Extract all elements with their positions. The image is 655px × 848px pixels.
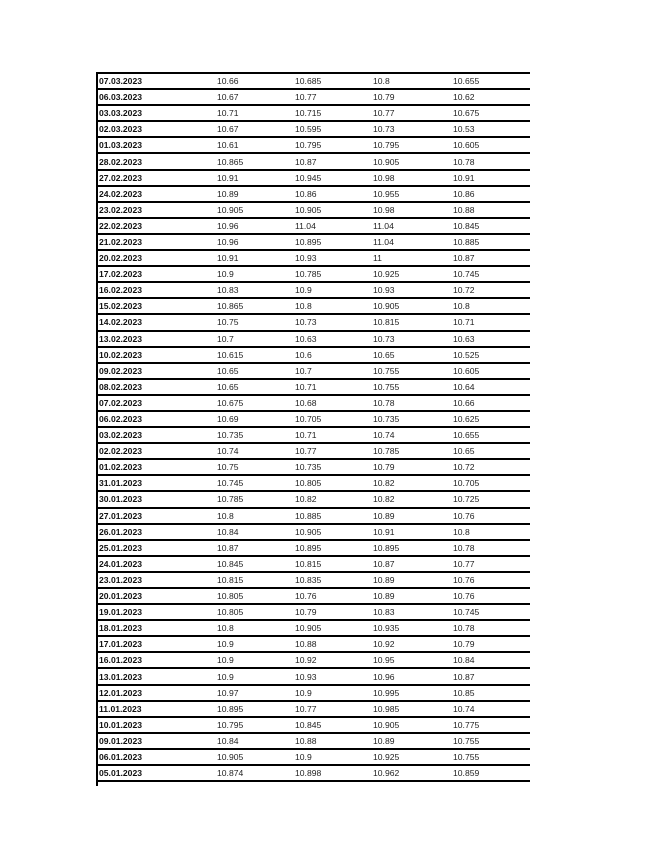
- table-row: [98, 171, 530, 187]
- value-cell-2: 10.77: [295, 446, 317, 457]
- table-row: [98, 299, 530, 315]
- value-cell-4: 10.8: [453, 301, 470, 312]
- date-cell: 16.02.2023: [99, 285, 143, 296]
- table-row: [98, 460, 530, 476]
- date-cell: 19.01.2023: [99, 607, 143, 618]
- value-cell-2: 10.898: [295, 768, 322, 779]
- value-cell-1: 10.675: [217, 397, 244, 408]
- price-table: [96, 72, 530, 782]
- table-row: [98, 219, 530, 235]
- value-cell-4: 10.78: [453, 156, 475, 167]
- date-cell: 07.03.2023: [99, 76, 143, 87]
- date-cell: 03.02.2023: [99, 430, 143, 441]
- table-row: [98, 90, 530, 106]
- table-row: [98, 476, 530, 492]
- date-cell: 30.01.2023: [99, 494, 143, 505]
- value-cell-4: 10.859: [453, 768, 480, 779]
- table-row: [98, 138, 530, 154]
- date-cell: 13.01.2023: [99, 671, 143, 682]
- date-cell: 01.03.2023: [99, 140, 143, 151]
- value-cell-2: 10.86: [295, 188, 317, 199]
- table-row: [98, 187, 530, 203]
- date-cell: 13.02.2023: [99, 333, 143, 344]
- value-cell-2: 10.68: [295, 397, 317, 408]
- value-cell-4: 10.525: [453, 349, 480, 360]
- date-cell: 07.02.2023: [99, 397, 143, 408]
- value-cell-3: 10.89: [373, 574, 395, 585]
- value-cell-2: 10.9: [295, 285, 312, 296]
- date-cell: 31.01.2023: [99, 478, 143, 489]
- value-cell-4: 10.87: [453, 253, 475, 264]
- value-cell-3: 10.815: [373, 317, 400, 328]
- date-cell: 16.01.2023: [99, 655, 143, 666]
- value-cell-2: 10.77: [295, 92, 317, 103]
- value-cell-3: 10.962: [373, 768, 400, 779]
- table-row: [98, 605, 530, 621]
- value-cell-1: 10.7: [217, 333, 234, 344]
- table-row: [98, 444, 530, 460]
- value-cell-3: 10.755: [373, 381, 400, 392]
- value-cell-3: 10.83: [373, 607, 395, 618]
- value-cell-3: 10.91: [373, 526, 395, 537]
- value-cell-4: 10.675: [453, 108, 480, 119]
- value-cell-2: 10.715: [295, 108, 322, 119]
- date-cell: 23.01.2023: [99, 574, 143, 585]
- value-cell-4: 10.605: [453, 365, 480, 376]
- date-cell: 27.02.2023: [99, 172, 143, 183]
- value-cell-3: 10.905: [373, 301, 400, 312]
- date-cell: 11.01.2023: [99, 703, 142, 714]
- value-cell-2: 10.71: [295, 381, 317, 392]
- table-row: [98, 509, 530, 525]
- value-cell-1: 10.9: [217, 671, 234, 682]
- value-cell-3: 10.77: [373, 108, 395, 119]
- value-cell-4: 10.78: [453, 542, 475, 553]
- date-cell: 21.02.2023: [99, 236, 143, 247]
- value-cell-4: 10.63: [453, 333, 475, 344]
- table-row: [98, 348, 530, 364]
- table-row: [98, 154, 530, 170]
- value-cell-2: 10.905: [295, 623, 322, 634]
- value-cell-1: 10.615: [217, 349, 244, 360]
- value-cell-3: 10.79: [373, 92, 395, 103]
- value-cell-3: 10.8: [373, 76, 390, 87]
- value-cell-3: 11.04: [373, 220, 394, 231]
- value-cell-1: 10.97: [217, 687, 239, 698]
- value-cell-3: 10.87: [373, 558, 395, 569]
- value-cell-2: 10.735: [295, 462, 322, 473]
- value-cell-3: 10.74: [373, 430, 395, 441]
- value-cell-4: 10.64: [453, 381, 475, 392]
- value-cell-4: 10.775: [453, 719, 480, 730]
- value-cell-4: 10.62: [453, 92, 475, 103]
- value-cell-1: 10.91: [217, 253, 239, 264]
- value-cell-3: 10.92: [373, 639, 395, 650]
- table-row: [98, 122, 530, 138]
- table-row: [98, 267, 530, 283]
- date-cell: 09.02.2023: [99, 365, 143, 376]
- value-cell-3: 10.82: [373, 494, 395, 505]
- value-cell-3: 10.93: [373, 285, 395, 296]
- date-cell: 05.01.2023: [99, 768, 143, 779]
- value-cell-3: 10.985: [373, 703, 400, 714]
- value-cell-4: 10.87: [453, 671, 475, 682]
- date-cell: 06.02.2023: [99, 414, 143, 425]
- value-cell-2: 10.815: [295, 558, 322, 569]
- value-cell-1: 10.84: [217, 735, 239, 746]
- value-cell-1: 10.865: [217, 301, 244, 312]
- value-cell-1: 10.87: [217, 542, 239, 553]
- value-cell-2: 10.845: [295, 719, 322, 730]
- date-cell: 12.01.2023: [99, 687, 143, 698]
- value-cell-1: 10.9: [217, 269, 234, 280]
- value-cell-1: 10.65: [217, 365, 239, 376]
- value-cell-2: 10.92: [295, 655, 317, 666]
- table-row: [98, 686, 530, 702]
- value-cell-2: 10.71: [295, 430, 317, 441]
- value-cell-3: 10.79: [373, 462, 395, 473]
- value-cell-3: 10.89: [373, 735, 395, 746]
- table-row: [98, 525, 530, 541]
- value-cell-4: 10.725: [453, 494, 480, 505]
- value-cell-1: 10.735: [217, 430, 244, 441]
- date-cell: 24.02.2023: [99, 188, 143, 199]
- value-cell-1: 10.65: [217, 381, 239, 392]
- value-cell-3: 10.65: [373, 349, 395, 360]
- value-cell-1: 10.67: [217, 124, 239, 135]
- value-cell-4: 10.71: [453, 317, 475, 328]
- table-row: [98, 380, 530, 396]
- value-cell-3: 10.755: [373, 365, 400, 376]
- value-cell-3: 10.995: [373, 687, 400, 698]
- value-cell-2: 10.88: [295, 639, 317, 650]
- value-cell-4: 10.77: [453, 558, 475, 569]
- table-row: [98, 315, 530, 331]
- date-cell: 06.01.2023: [99, 751, 143, 762]
- date-cell: 06.03.2023: [99, 92, 143, 103]
- value-cell-3: 10.73: [373, 333, 395, 344]
- value-cell-4: 10.53: [453, 124, 475, 135]
- value-cell-4: 10.705: [453, 478, 480, 489]
- value-cell-2: 10.8: [295, 301, 312, 312]
- value-cell-3: 10.73: [373, 124, 395, 135]
- value-cell-3: 10.96: [373, 671, 395, 682]
- value-cell-4: 10.76: [453, 574, 475, 585]
- table-row: [98, 734, 530, 750]
- value-cell-1: 10.805: [217, 607, 244, 618]
- value-cell-3: 10.895: [373, 542, 400, 553]
- date-cell: 03.03.2023: [99, 108, 143, 119]
- table-row: [98, 750, 530, 766]
- value-cell-2: 10.805: [295, 478, 322, 489]
- value-cell-1: 10.9: [217, 655, 234, 666]
- value-cell-4: 10.91: [453, 172, 475, 183]
- table-row: [98, 621, 530, 637]
- table-row: [98, 573, 530, 589]
- value-cell-3: 11: [373, 253, 382, 264]
- value-cell-1: 10.895: [217, 703, 244, 714]
- date-cell: 27.01.2023: [99, 510, 143, 521]
- value-cell-4: 10.885: [453, 236, 480, 247]
- value-cell-1: 10.8: [217, 623, 234, 634]
- table-row: [98, 589, 530, 605]
- value-cell-2: 10.705: [295, 414, 322, 425]
- value-cell-1: 10.905: [217, 204, 244, 215]
- value-cell-4: 10.86: [453, 188, 475, 199]
- value-cell-3: 10.89: [373, 591, 395, 602]
- table-row: [98, 557, 530, 573]
- value-cell-4: 10.655: [453, 430, 480, 441]
- date-cell: 17.01.2023: [99, 639, 143, 650]
- table-row: [98, 364, 530, 380]
- value-cell-2: 10.895: [295, 236, 322, 247]
- value-cell-1: 10.785: [217, 494, 244, 505]
- value-cell-2: 10.7: [295, 365, 312, 376]
- value-cell-4: 10.76: [453, 591, 475, 602]
- table-row: [98, 718, 530, 734]
- value-cell-1: 10.845: [217, 558, 244, 569]
- value-cell-3: 10.98: [373, 172, 395, 183]
- value-cell-3: 10.905: [373, 719, 400, 730]
- value-cell-1: 10.96: [217, 220, 239, 231]
- date-cell: 01.02.2023: [99, 462, 143, 473]
- value-cell-1: 10.71: [217, 108, 239, 119]
- value-cell-2: 10.82: [295, 494, 317, 505]
- table-row: [98, 283, 530, 299]
- date-cell: 20.01.2023: [99, 591, 143, 602]
- value-cell-1: 10.69: [217, 414, 239, 425]
- value-cell-3: 10.78: [373, 397, 395, 408]
- value-cell-4: 10.605: [453, 140, 480, 151]
- date-cell: 23.02.2023: [99, 204, 143, 215]
- value-cell-3: 10.925: [373, 751, 400, 762]
- value-cell-3: 10.735: [373, 414, 400, 425]
- table-row: [98, 541, 530, 557]
- table-row: [98, 637, 530, 653]
- value-cell-1: 10.8: [217, 510, 234, 521]
- value-cell-2: 10.945: [295, 172, 322, 183]
- date-cell: 02.02.2023: [99, 446, 143, 457]
- date-cell: 10.02.2023: [99, 349, 143, 360]
- date-cell: 02.03.2023: [99, 124, 143, 135]
- value-cell-1: 10.91: [217, 172, 239, 183]
- value-cell-1: 10.96: [217, 236, 239, 247]
- value-cell-2: 10.73: [295, 317, 317, 328]
- date-cell: 28.02.2023: [99, 156, 143, 167]
- table-row: [98, 492, 530, 508]
- value-cell-2: 10.885: [295, 510, 322, 521]
- value-cell-3: 10.925: [373, 269, 400, 280]
- value-cell-2: 10.76: [295, 591, 317, 602]
- table-row: [98, 396, 530, 412]
- value-cell-3: 10.785: [373, 446, 400, 457]
- value-cell-2: 10.6: [295, 349, 312, 360]
- date-cell: 22.02.2023: [99, 220, 143, 231]
- value-cell-3: 10.795: [373, 140, 400, 151]
- value-cell-2: 10.87: [295, 156, 317, 167]
- value-cell-3: 10.98: [373, 204, 395, 215]
- value-cell-2: 10.795: [295, 140, 322, 151]
- date-cell: 10.01.2023: [99, 719, 143, 730]
- value-cell-1: 10.795: [217, 719, 244, 730]
- value-cell-4: 10.755: [453, 751, 480, 762]
- value-cell-2: 10.63: [295, 333, 317, 344]
- value-cell-1: 10.84: [217, 526, 239, 537]
- date-cell: 24.01.2023: [99, 558, 143, 569]
- value-cell-2: 10.835: [295, 574, 322, 585]
- value-cell-1: 10.865: [217, 156, 244, 167]
- table-row: [98, 251, 530, 267]
- value-cell-1: 10.9: [217, 639, 234, 650]
- value-cell-2: 10.895: [295, 542, 322, 553]
- value-cell-2: 10.9: [295, 687, 312, 698]
- table-row: [98, 653, 530, 669]
- table-row: [98, 74, 530, 90]
- value-cell-1: 10.66: [217, 76, 239, 87]
- value-cell-1: 10.815: [217, 574, 244, 585]
- value-cell-2: 10.93: [295, 253, 317, 264]
- table-row: [98, 106, 530, 122]
- value-cell-3: 10.95: [373, 655, 395, 666]
- table-row: [98, 332, 530, 348]
- value-cell-4: 10.84: [453, 655, 475, 666]
- value-cell-4: 10.66: [453, 397, 475, 408]
- value-cell-4: 10.655: [453, 76, 480, 87]
- value-cell-2: 10.77: [295, 703, 317, 714]
- date-cell: 25.01.2023: [99, 542, 143, 553]
- value-cell-3: 11.04: [373, 236, 394, 247]
- value-cell-2: 10.79: [295, 607, 317, 618]
- date-cell: 20.02.2023: [99, 253, 143, 264]
- value-cell-2: 10.905: [295, 526, 322, 537]
- value-cell-4: 10.72: [453, 285, 475, 296]
- value-cell-4: 10.745: [453, 269, 480, 280]
- value-cell-1: 10.745: [217, 478, 244, 489]
- value-cell-4: 10.79: [453, 639, 475, 650]
- table-row: [98, 412, 530, 428]
- value-cell-4: 10.76: [453, 510, 475, 521]
- table-row: [98, 203, 530, 219]
- table-row: [98, 702, 530, 718]
- value-cell-1: 10.805: [217, 591, 244, 602]
- table-border-tail: [96, 782, 98, 786]
- value-cell-4: 10.755: [453, 735, 480, 746]
- value-cell-2: 10.785: [295, 269, 322, 280]
- value-cell-4: 10.78: [453, 623, 475, 634]
- value-cell-2: 10.88: [295, 735, 317, 746]
- date-cell: 08.02.2023: [99, 381, 143, 392]
- value-cell-4: 10.745: [453, 607, 480, 618]
- value-cell-3: 10.935: [373, 623, 400, 634]
- value-cell-4: 10.65: [453, 446, 475, 457]
- value-cell-4: 10.72: [453, 462, 475, 473]
- value-cell-3: 10.955: [373, 188, 400, 199]
- date-cell: 09.01.2023: [99, 735, 143, 746]
- value-cell-2: 10.685: [295, 76, 322, 87]
- value-cell-2: 11.04: [295, 220, 316, 231]
- value-cell-4: 10.85: [453, 687, 475, 698]
- value-cell-2: 10.9: [295, 751, 312, 762]
- value-cell-1: 10.874: [217, 768, 244, 779]
- table-row: [98, 235, 530, 251]
- value-cell-1: 10.89: [217, 188, 239, 199]
- date-cell: 18.01.2023: [99, 623, 143, 634]
- value-cell-2: 10.595: [295, 124, 322, 135]
- value-cell-2: 10.93: [295, 671, 317, 682]
- value-cell-3: 10.905: [373, 156, 400, 167]
- value-cell-1: 10.67: [217, 92, 239, 103]
- table-row: [98, 669, 530, 685]
- value-cell-3: 10.82: [373, 478, 395, 489]
- value-cell-1: 10.905: [217, 751, 244, 762]
- value-cell-1: 10.83: [217, 285, 239, 296]
- date-cell: 26.01.2023: [99, 526, 143, 537]
- value-cell-4: 10.625: [453, 414, 480, 425]
- value-cell-1: 10.75: [217, 462, 239, 473]
- date-cell: 17.02.2023: [99, 269, 143, 280]
- table-row: [98, 428, 530, 444]
- value-cell-1: 10.75: [217, 317, 239, 328]
- value-cell-4: 10.88: [453, 204, 475, 215]
- value-cell-2: 10.905: [295, 204, 322, 215]
- value-cell-1: 10.74: [217, 446, 239, 457]
- value-cell-4: 10.8: [453, 526, 470, 537]
- date-cell: 14.02.2023: [99, 317, 143, 328]
- table-row: [98, 766, 530, 782]
- value-cell-1: 10.61: [217, 140, 239, 151]
- value-cell-4: 10.74: [453, 703, 475, 714]
- date-cell: 15.02.2023: [99, 301, 143, 312]
- value-cell-4: 10.845: [453, 220, 480, 231]
- value-cell-3: 10.89: [373, 510, 395, 521]
